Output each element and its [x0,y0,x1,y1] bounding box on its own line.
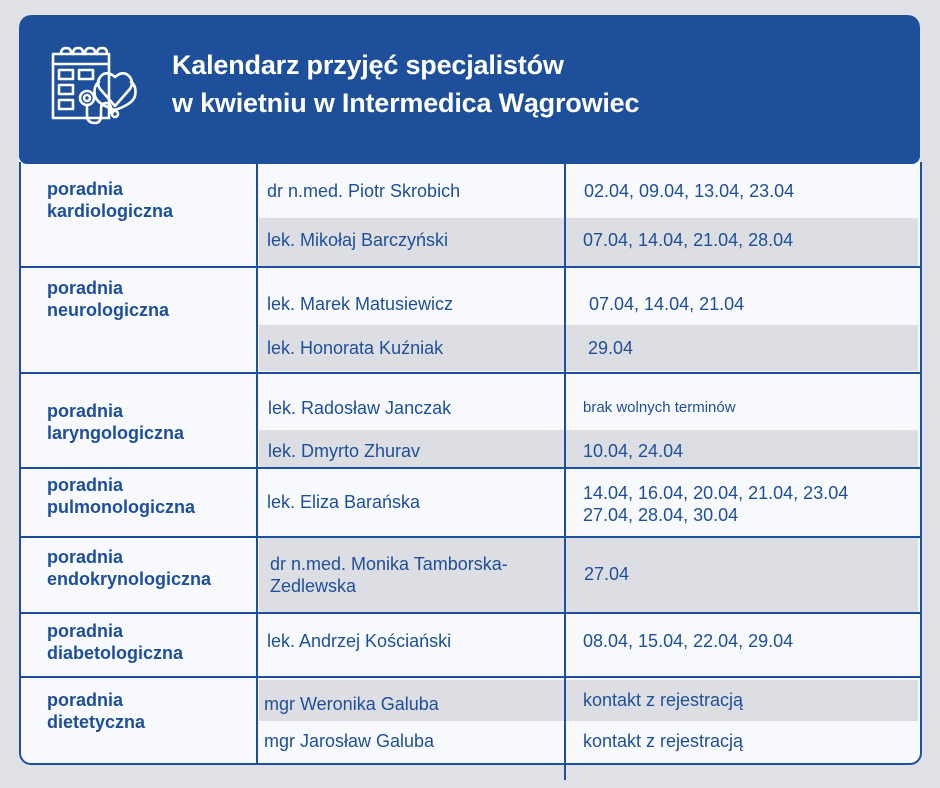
doctor-name: dr n.med. Monika Tamborska- Zedlewska [270,554,508,596]
clinic-name-neurology: poradnia neurologiczna [47,278,170,320]
column-divider [256,162,258,765]
table-frame [19,162,922,765]
doctor-name: lek. Mikołaj Barczyński [267,230,449,250]
title-line-1: Kalendarz przyjęć specjalistów [172,50,564,80]
doctor-name: mgr Weronika Galuba [264,694,439,714]
doctor-name: lek. Marek Matusiewicz [267,294,454,314]
doctor-name: lek. Andrzej Kościański [267,631,452,651]
row-divider [19,372,920,374]
row-divider [19,536,920,538]
available-dates: brak wolnych terminów [583,399,736,416]
available-dates: 07.04, 14.04, 21.04, 28.04 [583,230,794,250]
title-line-2: w kwietniu w Intermedica Wągrowiec [172,88,640,118]
doctor-name: mgr Jarosław Galuba [264,731,435,751]
row-divider [19,467,920,469]
header-banner [19,15,920,164]
calendar-stethoscope-heart-icon [49,42,139,132]
row-divider [19,266,920,268]
row-divider [19,676,920,678]
row-divider [19,612,920,614]
available-dates: 29.04 [588,338,634,358]
available-dates: kontakt z rejestracją [583,731,744,751]
doctor-name: lek. Radosław Janczak [268,398,452,418]
available-dates: 02.04, 09.04, 13.04, 23.04 [584,181,795,201]
doctor-name: lek. Honorata Kuźniak [267,338,444,358]
doctor-name: lek. Dmyrto Zhurav [268,441,421,461]
clinic-name-pulmonology: poradnia pulmonologiczna [47,475,195,517]
available-dates: 08.04, 15.04, 22.04, 29.04 [583,631,794,651]
clinic-name-dietetics: poradnia dietetyczna [47,690,146,732]
available-dates: 27.04 [584,564,630,584]
column-divider [564,162,566,780]
clinic-name-diabetology: poradnia diabetologiczna [47,621,184,663]
available-dates: 14.04, 16.04, 20.04, 21.04, 23.04 27.04, 28.04, 30.04 [583,483,849,525]
available-dates: 07.04, 14.04, 21.04 [589,294,745,314]
page-title [172,46,639,122]
clinic-name-cardiology: poradnia kardiologiczna [47,179,174,221]
available-dates: 10.04, 24.04 [583,441,684,461]
available-dates: kontakt z rejestracją [583,690,744,710]
clinic-name-laryngology: poradnia laryngologiczna [47,401,185,443]
clinic-name-endocrinology: poradnia endokrynologiczna [47,547,212,589]
doctor-name: lek. Eliza Barańska [267,492,421,512]
doctor-name: dr n.med. Piotr Skrobich [267,181,461,201]
